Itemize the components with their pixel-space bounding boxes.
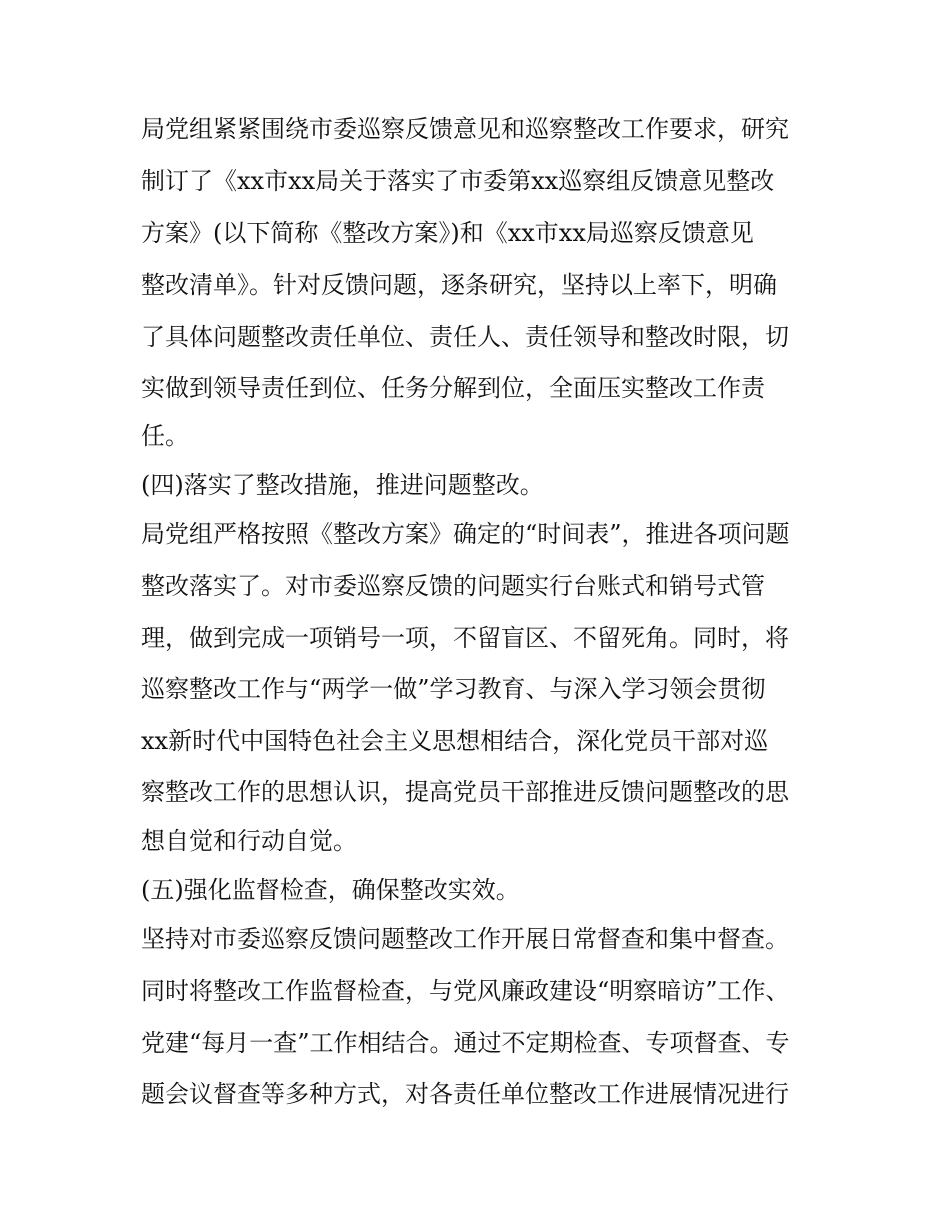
paragraph-line: 局党组紧紧围绕市委巡察反馈意见和巡察整改工作要求，研究 <box>141 115 789 143</box>
paragraph-line: 任。 <box>141 422 189 450</box>
section-heading-4: (四)落实了整改措施，推进问题整改。 <box>141 471 544 499</box>
paragraph-line: 同时将整改工作监督检查，与党风廉政建设“明察暗访”工作、 <box>141 977 790 1005</box>
paragraph-line: 实做到领导责任到位、任务分解到位，全面压实整改工作责 <box>141 374 765 402</box>
paragraph-line: 了具体问题整改责任单位、责任人、责任领导和整改时限，切 <box>141 323 789 351</box>
paragraph-line: 理，做到完成一项销号一项，不留盲区、不留死角。同时，将 <box>141 624 789 652</box>
paragraph-line: 题会议督查等多种方式，对各责任单位整改工作进展情况进行 <box>141 1080 789 1108</box>
paragraph-line: 察整改工作的思想认识，提高党员干部推进反馈问题整改的思 <box>141 778 789 806</box>
paragraph-line: 整改落实了。对市委巡察反馈的问题实行台账式和销号式管 <box>141 572 765 600</box>
paragraph-line: 局党组严格按照《整改方案》确定的“时间表”，推进各项问题 <box>141 520 790 548</box>
paragraph-line: xx新时代中国特色社会主义思想相结合，深化党员干部对巡 <box>141 727 769 755</box>
paragraph-line: 整改清单》。针对反馈问题，逐条研究，坚持以上率下，明确 <box>141 271 777 299</box>
section-heading-5: (五)强化监督检查，确保整改实效。 <box>141 876 520 904</box>
paragraph-line: 巡察整改工作与“两学一做”学习教育、与深入学习领会贯彻 <box>141 675 766 703</box>
paragraph-line: 想自觉和行动自觉。 <box>141 827 357 855</box>
paragraph-line: 制订了《xx市xx局关于落实了市委第xx巡察组反馈意见整改 <box>141 167 775 195</box>
paragraph-line: 党建“每月一查”工作相结合。通过不定期检查、专项督查、专 <box>141 1029 790 1057</box>
paragraph-line: 方案》(以下简称《整改方案》)和《xx市xx局巡察反馈意见 <box>141 219 754 247</box>
paragraph-line: 坚持对市委巡察反馈问题整改工作开展日常督查和集中督查。 <box>141 925 789 953</box>
